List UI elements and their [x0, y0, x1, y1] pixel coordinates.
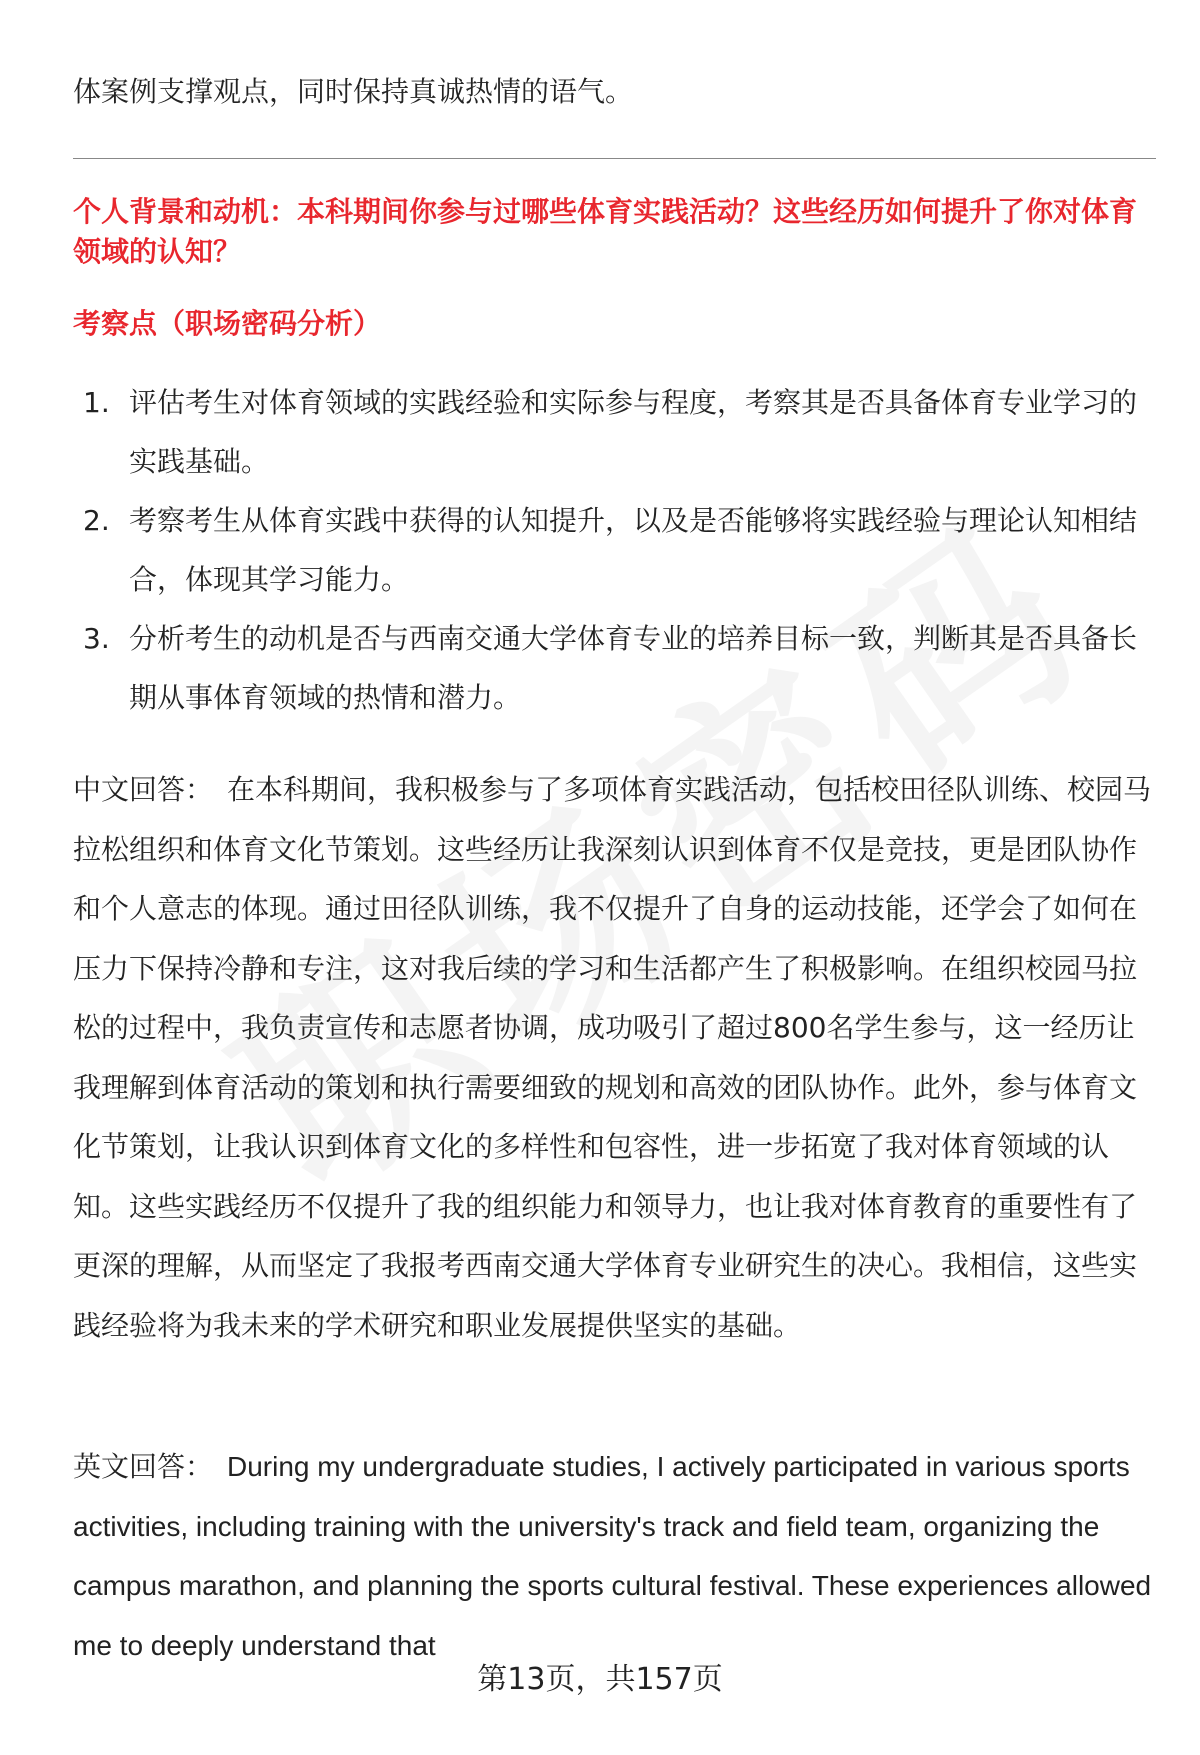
list-item-number: 3.: [83, 622, 110, 655]
list-item-number: 1.: [83, 386, 110, 419]
chinese-answer-label: 中文回答：: [73, 773, 214, 806]
list-item-number: 2.: [83, 504, 110, 537]
list-item-text: 分析考生的动机是否与西南交通大学体育专业的培养目标一致，判断其是否具备长期从事体育领域的热情和潜力。: [129, 622, 1138, 714]
chinese-answer: [73, 760, 1158, 1355]
english-answer: [73, 1437, 1158, 1675]
intro-block: [73, 62, 1158, 121]
chinese-answer-text: 在本科期间，我积极参与了多项体育实践活动，包括校田径队训练、校园马拉松组织和体育文化节策划。这些经历让我深刻认识到体育不仅是竞技，更是团队协作和个人意志的体现。通过田径队训练，我不仅提升了自身的运动技能，还学会了如何在压力下保持冷静和专注，这对我后续的学习和生活都产生了积极影响。在组织校园马拉松的过程中，我负责宣传和志愿者协调，成功吸引了超过800名学生参与，这一经历让我理解到体育活动的策划和执行需要细致的规划和高效的团队协作。此外，参与体育文化节策划，让我认识到体育文化的多样性和包容性，进一步拓宽了我对体育领域的认知。这些实践经历不仅提升了我的组织能力和领导力，也让我对体育教育的重要性有了更深的理解，从而坚定了我报考西南交通大学体育专业研究生的决心。我相信，这些实践经验将为我未来的学术研究和职业发展提供坚实的基础。: [73, 773, 1152, 1342]
english-answer-label: 英文回答：: [73, 1451, 214, 1482]
list-item: [73, 373, 1158, 491]
question-heading: 个人背景和动机：本科期间你参与过哪些体育实践活动？这些经历如何提升了你对体育领域的认知？: [73, 195, 1138, 268]
list-item-text: 评估考生对体育领域的实践经验和实际参与程度，考察其是否具备体育专业学习的实践基础。: [129, 386, 1138, 478]
english-answer-text: During my undergraduate studies, I actively participated in various sports activities, including training with the university's track and field team, organizing the campus marathon, and planning the sports cultural festival. These experiences allowed me to deeply understand that: [73, 1451, 1152, 1661]
intro-tail-text: 体案例支撑观点，同时保持真诚热情的语气。: [73, 75, 634, 108]
list-item: [73, 491, 1158, 609]
assessment-list: [73, 373, 1158, 727]
list-item-text: 考察考生从体育实践中获得的认知提升，以及是否能够将实践经验与理论认知相结合，体现其学习能力。: [129, 504, 1138, 596]
page-number-footer: 第13页，共157页: [477, 1662, 723, 1697]
list-item: [73, 609, 1158, 727]
assessment-heading: 考察点（职场密码分析）: [73, 307, 382, 340]
section-divider: [73, 158, 1156, 159]
